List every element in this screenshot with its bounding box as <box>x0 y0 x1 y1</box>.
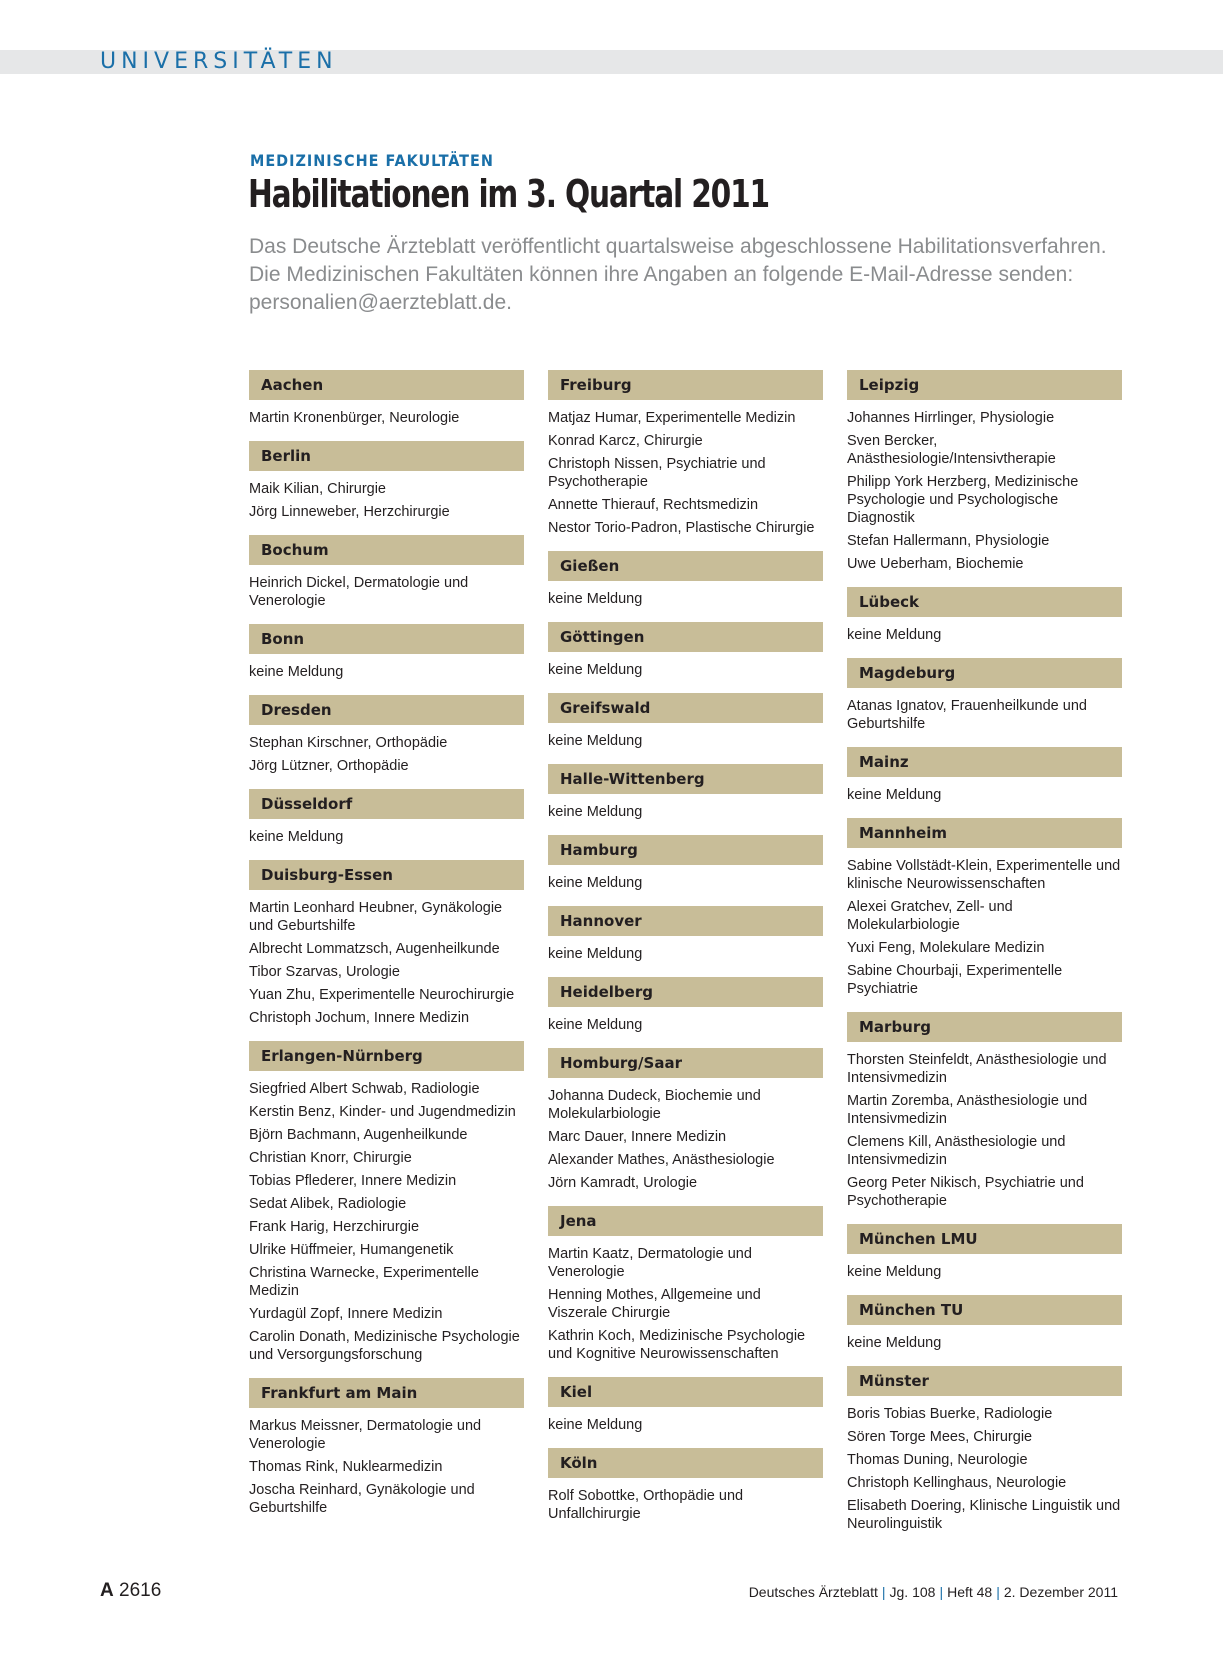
city-section <box>847 1224 1122 1281</box>
city-section <box>548 764 823 821</box>
entry-list <box>847 697 1122 733</box>
entry-list <box>249 663 524 681</box>
list-item: Atanas Ignatov, Frauenheilkunde und Geburtshilfe <box>847 698 1087 732</box>
entry-list <box>847 1051 1122 1210</box>
city-section <box>847 1295 1122 1352</box>
divider: | <box>939 1584 944 1600</box>
city-header: Düsseldorf <box>249 789 524 819</box>
list-item: Heinrich Dickel, Dermatologie und Venerologie <box>249 575 469 609</box>
entry-list <box>548 803 823 821</box>
city-section <box>847 1366 1122 1533</box>
entry-list <box>548 590 823 608</box>
city-section <box>249 695 524 775</box>
journal-volume: Jg. 108 <box>889 1584 936 1600</box>
list-item: Siegfried Albert Schwab, Radiologie <box>249 1081 480 1097</box>
list-item: Björn Bachmann, Augenheilkunde <box>249 1127 468 1143</box>
list-item: Philipp York Herzberg, Medizinische Psychologie und Psychologische Diagnostik <box>847 474 1079 526</box>
list-item: Uwe Ueberham, Biochemie <box>847 556 1024 572</box>
list-item: Christoph Nissen, Psychiatrie und Psychotherapie <box>548 456 766 490</box>
city-header: Erlangen-Nürnberg <box>249 1041 524 1071</box>
entry-list <box>548 1087 823 1192</box>
entry-list <box>548 874 823 892</box>
entry-list <box>548 732 823 750</box>
city-section <box>249 535 524 610</box>
list-item: Thomas Duning, Neurologie <box>847 1452 1028 1468</box>
city-header: Bochum <box>249 535 524 565</box>
list-item: Jörg Lützner, Orthopädie <box>249 758 409 774</box>
list-item: Yuan Zhu, Experimentelle Neurochirurgie <box>249 987 515 1003</box>
city-header: Homburg/Saar <box>548 1048 823 1078</box>
city-header: Köln <box>548 1448 823 1478</box>
list-item: Annette Thierauf, Rechtsmedizin <box>548 497 759 513</box>
list-item: Markus Meissner, Dermatologie und Venerologie <box>249 1418 482 1452</box>
entry-list <box>847 626 1122 644</box>
entry-list <box>548 1245 823 1363</box>
list-item: Sören Torge Mees, Chirurgie <box>847 1429 1033 1445</box>
city-header: Lübeck <box>847 587 1122 617</box>
list-item: Martin Zoremba, Anästhesiologie und Intensivmedizin <box>847 1093 1088 1127</box>
list-item: Thorsten Steinfeldt, Anästhesiologie und Intensivmedizin <box>847 1052 1107 1086</box>
list-item: Alexander Mathes, Anästhesiologie <box>548 1152 775 1168</box>
list-item: Sven Bercker, Anästhesiologie/Intensivtherapie <box>847 433 1056 467</box>
list-item: Sabine Vollstädt-Klein, Experimentelle und klinische Neurowissenschaften <box>847 858 1121 892</box>
city-header: Aachen <box>249 370 524 400</box>
city-header: München LMU <box>847 1224 1122 1254</box>
city-section <box>548 1206 823 1363</box>
list-item: Carolin Donath, Medizinische Psychologie und Versorgungsforschung <box>249 1329 520 1363</box>
list-item: keine Meldung <box>548 662 643 678</box>
city-header: Freiburg <box>548 370 823 400</box>
city-section <box>847 658 1122 733</box>
journal-date: 2. Dezember 2011 <box>1003 1584 1118 1600</box>
city-section <box>847 1012 1122 1210</box>
list-item: Jörn Kamradt, Urologie <box>548 1175 698 1191</box>
list-item: Maik Kilian, Chirurgie <box>249 481 386 497</box>
city-header: Halle-Wittenberg <box>548 764 823 794</box>
list-item: keine Meldung <box>548 1417 643 1433</box>
list-item: Thomas Rink, Nuklearmedizin <box>249 1459 443 1475</box>
list-item: Clemens Kill, Anästhesiologie und Intensivmedizin <box>847 1134 1066 1168</box>
entry-list <box>548 1416 823 1434</box>
list-item: Tobias Pflederer, Innere Medizin <box>249 1173 457 1189</box>
city-section <box>548 622 823 679</box>
entry-list <box>249 1417 524 1517</box>
list-item: Yuxi Feng, Molekulare Medizin <box>847 940 1045 956</box>
city-section <box>249 1378 524 1517</box>
city-section <box>548 977 823 1034</box>
list-item: Nestor Torio-Padron, Plastische Chirurgie <box>548 520 815 536</box>
list-item: Martin Kaatz, Dermatologie und Venerologie <box>548 1246 752 1280</box>
list-item: Alexei Gratchev, Zell- und Molekularbiologie <box>847 899 1013 933</box>
list-item: keine Meldung <box>548 804 643 820</box>
list-item: keine Meldung <box>548 875 643 891</box>
city-header: Berlin <box>249 441 524 471</box>
list-item: Tibor Szarvas, Urologie <box>249 964 400 980</box>
column-1 <box>249 370 524 1531</box>
entry-list <box>249 899 524 1027</box>
list-item: Johannes Hirrlinger, Physiologie <box>847 410 1055 426</box>
entry-list <box>847 1263 1122 1281</box>
divider: | <box>996 1584 1000 1600</box>
city-section <box>249 1041 524 1364</box>
column-2 <box>548 370 823 1537</box>
entry-list <box>847 786 1122 804</box>
list-item: Kerstin Benz, Kinder- und Jugendmedizin <box>249 1104 516 1120</box>
entry-list <box>249 409 524 427</box>
entry-list <box>847 1334 1122 1352</box>
list-item: Yurdagül Zopf, Innere Medizin <box>249 1306 443 1322</box>
entry-list <box>847 857 1122 998</box>
list-item: Matjaz Humar, Experimentelle Medizin <box>548 410 796 426</box>
page-number <box>100 1580 161 1602</box>
list-item: keine Meldung <box>847 787 942 803</box>
list-item: Georg Peter Nikisch, Psychiatrie und Psychotherapie <box>847 1175 1084 1209</box>
list-item: Jörg Linneweber, Herzchirurgie <box>249 504 450 520</box>
journal-issue: Heft 48 <box>947 1584 993 1600</box>
city-header: Greifswald <box>548 693 823 723</box>
city-header: Mannheim <box>847 818 1122 848</box>
list-item: keine Meldung <box>847 627 942 643</box>
divider: | <box>881 1584 886 1600</box>
entry-list <box>249 574 524 610</box>
list-item: Elisabeth Doering, Klinische Linguistik und Neurolinguistik <box>847 1498 1121 1532</box>
entry-list <box>249 1080 524 1364</box>
entry-list <box>548 409 823 537</box>
list-item: keine Meldung <box>249 664 344 680</box>
city-section <box>548 370 823 537</box>
city-section <box>548 551 823 608</box>
list-item: Christoph Jochum, Innere Medizin <box>249 1010 470 1026</box>
city-section <box>249 370 524 427</box>
entry-list <box>548 945 823 963</box>
city-header: München TU <box>847 1295 1122 1325</box>
city-header: Bonn <box>249 624 524 654</box>
intro-text: Das Deutsche Ärzteblatt veröffentlicht quartalsweise abgeschlossene Habilitationsverfahren. Die Medizinischen Fakultäten können ihre Angaben an folgende E-Mail-Adresse senden: personalien@aerzteblatt.de. <box>249 235 1107 314</box>
entry-list <box>548 1016 823 1034</box>
list-item: Marc Dauer, Innere Medizin <box>548 1129 727 1145</box>
list-item: Martin Kronenbürger, Neurologie <box>249 410 460 426</box>
city-header: Hannover <box>548 906 823 936</box>
city-section <box>847 818 1122 998</box>
city-section <box>847 587 1122 644</box>
list-item: Stefan Hallermann, Physiologie <box>847 533 1050 549</box>
list-item: Albrecht Lommatzsch, Augenheilkunde <box>249 941 500 957</box>
city-header: Dresden <box>249 695 524 725</box>
city-section <box>548 1377 823 1434</box>
entry-list <box>249 734 524 775</box>
city-header: Duisburg-Essen <box>249 860 524 890</box>
city-header: Marburg <box>847 1012 1122 1042</box>
kicker: MEDIZINISCHE FAKULTÄTEN <box>250 151 494 170</box>
list-item: keine Meldung <box>548 733 643 749</box>
list-item: Frank Harig, Herzchirurgie <box>249 1219 420 1235</box>
city-section <box>548 693 823 750</box>
list-item: Martin Leonhard Heubner, Gynäkologie und Geburtshilfe <box>249 900 503 934</box>
city-section <box>249 860 524 1027</box>
list-item: Stephan Kirschner, Orthopädie <box>249 735 448 751</box>
city-section <box>847 370 1122 573</box>
city-header: Münster <box>847 1366 1122 1396</box>
city-header: Kiel <box>548 1377 823 1407</box>
page-title: Habilitationen im 3. Quartal 2011 <box>248 172 770 216</box>
list-item: Kathrin Koch, Medizinische Psychologie und Kognitive Neurowissenschaften <box>548 1328 806 1362</box>
entry-list <box>847 409 1122 573</box>
city-section <box>548 906 823 963</box>
city-section <box>548 1448 823 1523</box>
page-number-value: 2616 <box>119 1580 162 1601</box>
page-prefix: A <box>100 1580 114 1601</box>
city-header: Göttingen <box>548 622 823 652</box>
entry-list <box>249 828 524 846</box>
city-header: Mainz <box>847 747 1122 777</box>
list-item: Konrad Karcz, Chirurgie <box>548 433 703 449</box>
city-header: Frankfurt am Main <box>249 1378 524 1408</box>
list-item: Sabine Chourbaji, Experimentelle Psychiatrie <box>847 963 1063 997</box>
list-item: Ulrike Hüffmeier, Humangenetik <box>249 1242 454 1258</box>
city-section <box>548 1048 823 1192</box>
entry-list <box>249 480 524 521</box>
city-section <box>249 441 524 521</box>
city-section <box>249 789 524 846</box>
city-section <box>847 747 1122 804</box>
list-item: Christoph Kellinghaus, Neurologie <box>847 1475 1067 1491</box>
list-item: Joscha Reinhard, Gynäkologie und Geburtshilfe <box>249 1482 475 1516</box>
list-item: keine Meldung <box>548 1017 643 1033</box>
list-item: Christian Knorr, Chirurgie <box>249 1150 412 1166</box>
list-item: keine Meldung <box>847 1335 942 1351</box>
journal-footer <box>749 1584 1118 1600</box>
list-item: keine Meldung <box>548 946 643 962</box>
column-3 <box>847 370 1122 1547</box>
entry-list <box>548 661 823 679</box>
list-item: keine Meldung <box>548 591 643 607</box>
list-item: Henning Mothes, Allgemeine und Viszerale Chirurgie <box>548 1287 761 1321</box>
entry-list <box>548 1487 823 1523</box>
list-item: Sedat Alibek, Radiologie <box>249 1196 407 1212</box>
city-header: Magdeburg <box>847 658 1122 688</box>
city-section <box>548 835 823 892</box>
list-item: Christina Warnecke, Experimentelle Medizin <box>249 1265 479 1299</box>
section-label: UNIVERSITÄTEN <box>100 49 338 74</box>
city-header: Hamburg <box>548 835 823 865</box>
city-header: Heidelberg <box>548 977 823 1007</box>
list-item: Johanna Dudeck, Biochemie und Molekularbiologie <box>548 1088 761 1122</box>
city-section <box>249 624 524 681</box>
list-item: keine Meldung <box>249 829 344 845</box>
journal-name: Deutsches Ärzteblatt <box>748 1584 878 1600</box>
city-header: Leipzig <box>847 370 1122 400</box>
list-item: Rolf Sobottke, Orthopädie und Unfallchirurgie <box>548 1488 744 1522</box>
city-header: Jena <box>548 1206 823 1236</box>
list-item: Boris Tobias Buerke, Radiologie <box>847 1406 1053 1422</box>
entry-list <box>847 1405 1122 1533</box>
list-item: keine Meldung <box>847 1264 942 1280</box>
city-header: Gießen <box>548 551 823 581</box>
